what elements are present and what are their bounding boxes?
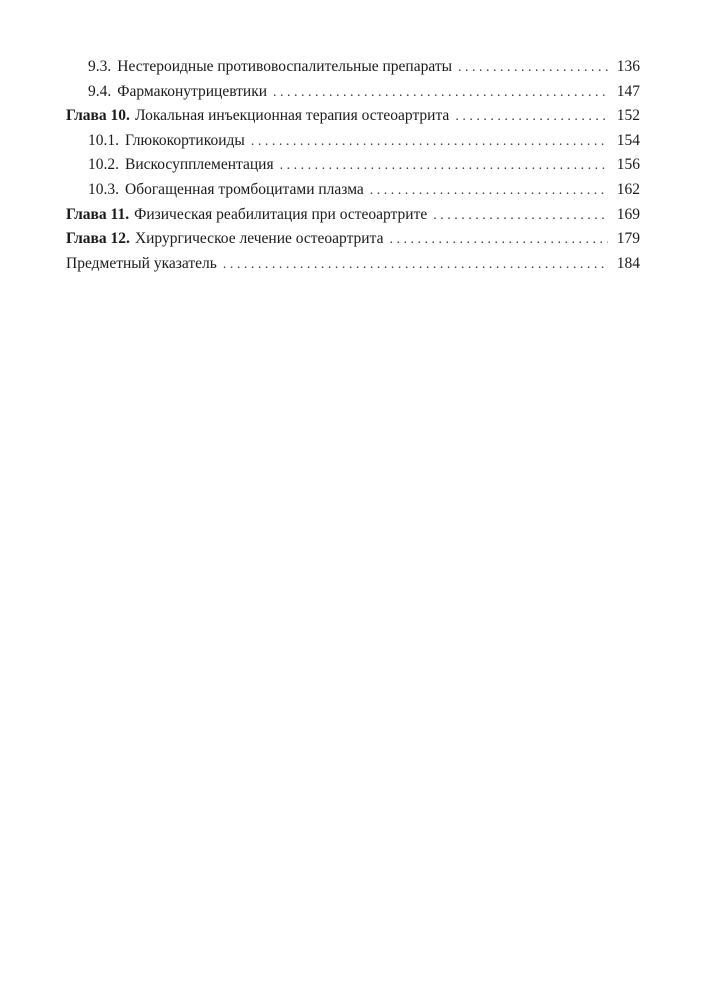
dot-leader (458, 60, 608, 76)
toc-chapter-number: Глава 12. (66, 230, 130, 248)
dot-leader (280, 158, 608, 174)
toc-entry-title: Обогащенная тромбоцитами плазма (125, 180, 364, 198)
dot-leader (370, 183, 608, 199)
toc-entry-10-2 (66, 156, 640, 181)
dot-leader (455, 109, 608, 125)
toc-entry-page: 136 (616, 58, 640, 75)
toc-entry-page: 179 (616, 230, 640, 248)
toc-entry-title: Нестероидные противовоспалительные препараты (117, 58, 453, 75)
dot-leader (389, 232, 608, 248)
toc-chapter-title: Хирургическое лечение остеоартрита (134, 230, 384, 248)
toc-entry-number: 9.4. (88, 82, 112, 100)
toc-entry-title: Предметный указатель (66, 254, 217, 272)
dot-leader (251, 134, 608, 150)
dot-leader (273, 85, 608, 101)
dot-leader (433, 208, 608, 224)
dot-leader (223, 257, 608, 273)
toc-entry-number: 10.3. (88, 180, 119, 198)
toc-entry-page: 169 (616, 205, 640, 223)
toc-entry-title: Фармаконутрицевтики (117, 82, 268, 100)
toc-entry-page: 147 (616, 82, 640, 100)
toc-entry-9-4 (66, 83, 640, 108)
toc-chapter-number: Глава 11. (66, 205, 130, 223)
toc-subject-index (66, 255, 640, 280)
toc-entry-9-3 (66, 58, 640, 83)
toc-entry-page: 162 (616, 180, 640, 198)
toc-chapter-title: Локальная инъекционная терапия остеоартрита (134, 107, 450, 125)
toc-entry-page: 184 (616, 254, 640, 272)
toc-entry-page: 152 (616, 107, 640, 125)
toc-entry-page: 154 (616, 131, 640, 149)
toc-entry-number: 10.2. (88, 156, 119, 174)
table-of-contents (66, 58, 640, 279)
toc-entry-10-3 (66, 181, 640, 206)
toc-entry-number: 10.1. (88, 131, 119, 149)
toc-chapter-11 (66, 206, 640, 231)
toc-entry-title: Глюкокортикоиды (125, 131, 245, 149)
toc-chapter-number: Глава 10. (66, 107, 130, 125)
toc-entry-10-1 (66, 132, 640, 157)
toc-entry-number: 9.3. (88, 58, 112, 75)
toc-entry-title: Вискосупплементация (125, 156, 274, 174)
toc-entry-page: 156 (616, 156, 640, 174)
toc-chapter-title: Физическая реабилитация при остеоартрите (134, 205, 428, 223)
toc-chapter-10 (66, 107, 640, 132)
toc-chapter-12 (66, 230, 640, 255)
